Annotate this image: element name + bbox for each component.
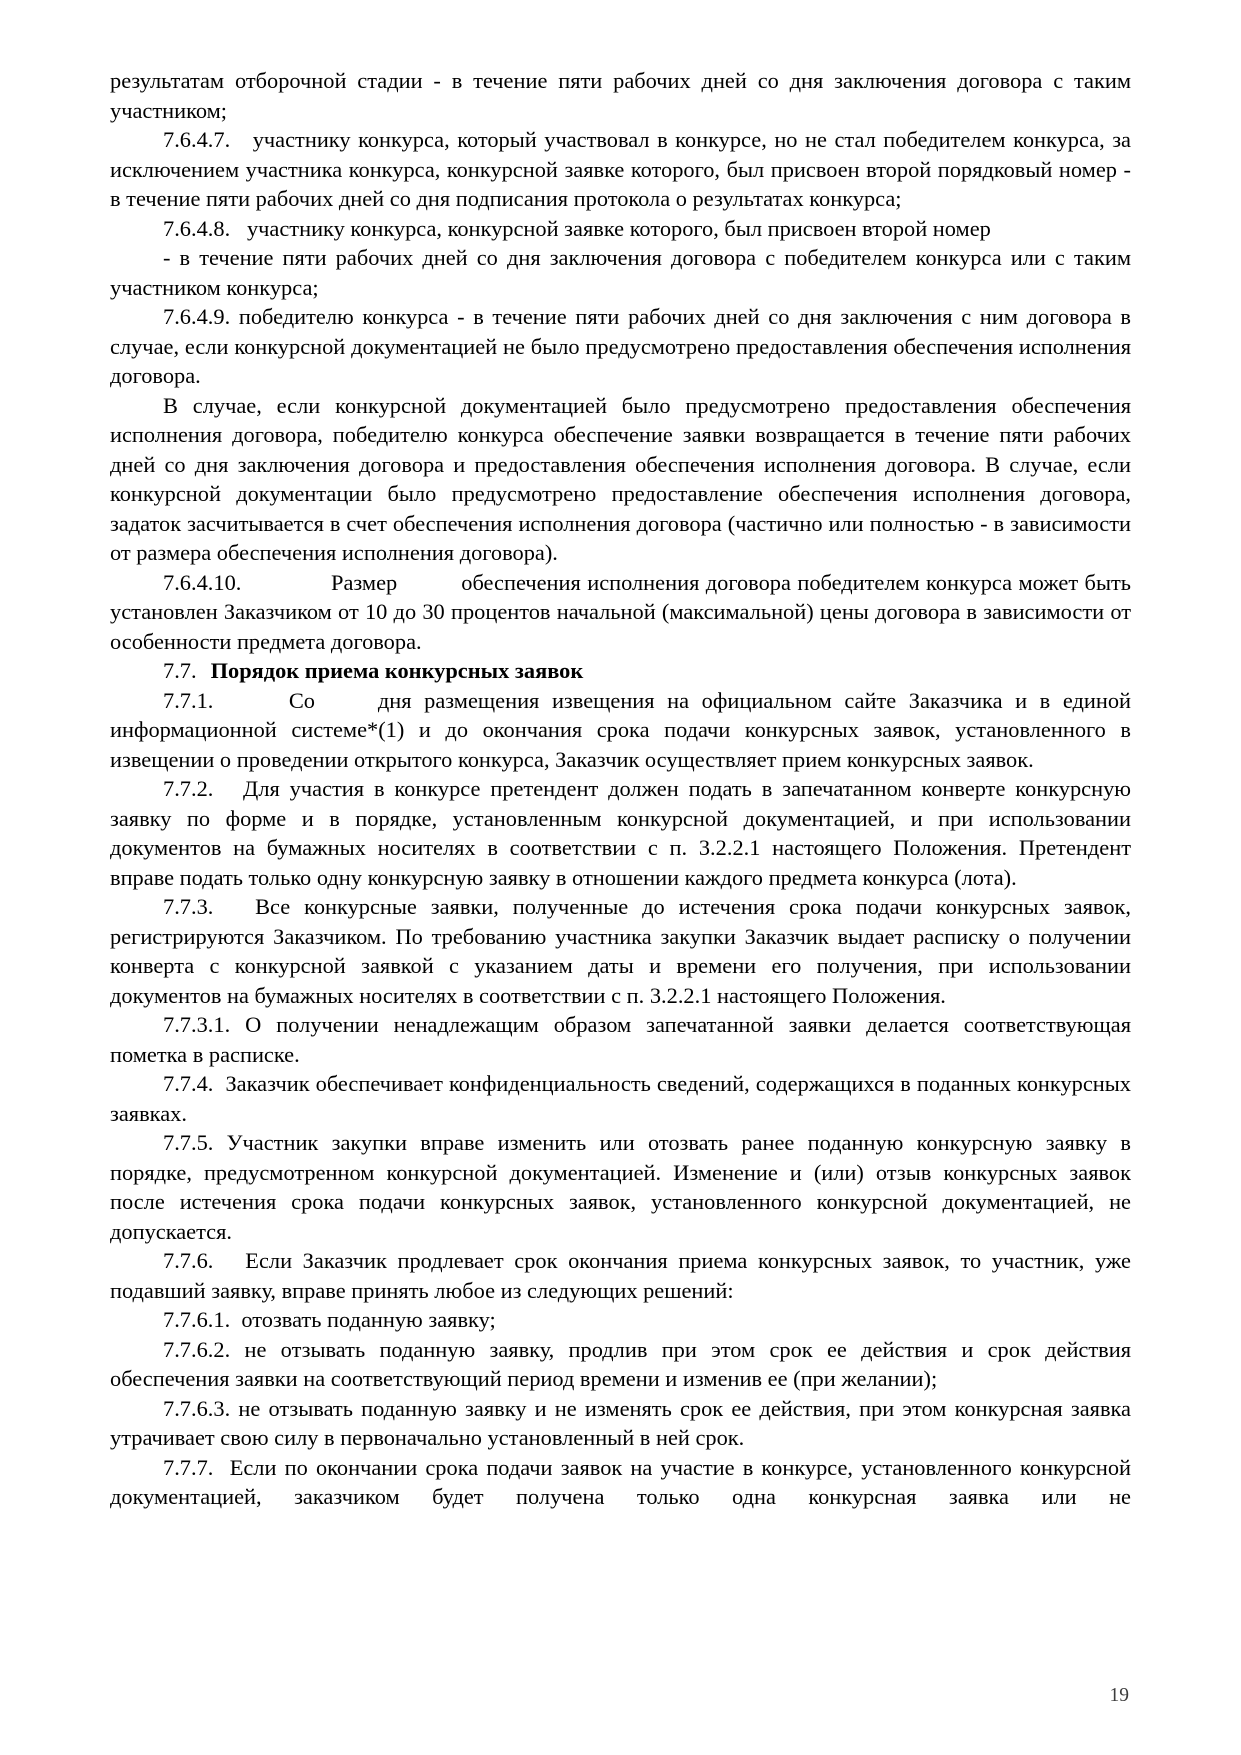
paragraph-7-7-3: 7.7.3. Все конкурсные заявки, полученные до истечения срока подачи конкурсных заявок, регистрируются Заказчиком. По требованию участника закупки Заказчик выдает расписку о получении конверта с конкурсной заявкой с указанием даты и времени его получения, при использовании документов на бумажных носителях в соответствии с п. 3.2.2.1 настоящего Положения. bbox=[110, 894, 1137, 1008]
paragraph-7-6-4-10: 7.6.4.10. Размер обеспечения исполнения договора победителем конкурса может быть установлен Заказчиком от 10 до 30 процентов начальной (максимальной) цены договора в зависимости от особенности предмета договора. bbox=[110, 569, 1137, 654]
paragraph-7-7-7: 7.7.7. Если по окончании срока подачи заявок на участие в конкурсе, установленного конкурсной документацией, заказчиком будет получена только одна конкурсная заявка или не bbox=[110, 1454, 1137, 1509]
paragraph-7-6-4-9: 7.6.4.9. победителю конкурса - в течение пяти рабочих дней со дня заключения с ним договора в случае, если конкурсной документацией не было предусмотрено предоставления обеспечения исполнения договора. bbox=[110, 304, 1137, 388]
paragraph-7-7-4: 7.7.4. Заказчик обеспечивает конфиденциальность сведений, содержащихся в поданных конкурсных заявках. bbox=[110, 1071, 1137, 1126]
paragraph-7-7-6-3: 7.7.6.3. не отзывать поданную заявку и не изменять срок ее действия, при этом конкурсная заявка утрачивает свою силу в первоначально установленный в ней срок. bbox=[110, 1395, 1137, 1450]
paragraph-7-6-4-8: 7.6.4.8. участнику конкурса, конкурсной заявке которого, был присвоен второй номер bbox=[163, 215, 991, 241]
section-heading-number: 7.7. bbox=[163, 658, 197, 683]
paragraph-7-6-4-8-continuation: - в течение пяти рабочих дней со дня заключения договора с победителем конкурса или с таким участником конкурса; bbox=[110, 245, 1137, 300]
paragraph-7-6-4-7: 7.6.4.7. участнику конкурса, который участвовал в конкурсе, но не стал победителем конкурса, за исключением участника конкурса, конкурсной заявке которого, был присвоен второй порядковый номер - в течение пяти рабочих дней со дня подписания протокола о результатах конкурса; bbox=[110, 127, 1137, 211]
page-number: 19 bbox=[1109, 1685, 1129, 1706]
document-body bbox=[110, 66, 1137, 1512]
paragraph-7-7-5: 7.7.5. Участник закупки вправе изменить или отозвать ранее поданную конкурсную заявку в порядке, предусмотренном конкурсной документацией. Изменение и (или) отзыв конкурсных заявок после истечения срока подачи конкурсных заявок, установленного конкурсной документацией, не допускается. bbox=[110, 1130, 1137, 1244]
paragraph-7-7-6-1: 7.7.6.1. отозвать поданную заявку; bbox=[163, 1307, 496, 1332]
paragraph-7-7-2: 7.7.2. Для участия в конкурсе претендент должен подать в запечатанном конверте конкурсную заявку по форме и в порядке, установленным конкурсной документацией, и при использовании документов на бумажных носителях в соответствии с п. 3.2.2.1 настоящего Положения. Претендент вправе подать только одну конкурсную заявку в отношении каждого предмета конкурса (лота). bbox=[110, 776, 1137, 890]
paragraph-security-return: В случае, если конкурсной документацией было предусмотрено предоставления обеспечения исполнения договора, победителю конкурса обеспечение заявки возвращается в течение пяти рабочих дней со дня заключения договора и предоставления обеспечения исполнения договора. В случае, если конкурсной документации было предусмотрено предоставление обеспечения исполнения договора, задаток засчитывается в счет обеспечения исполнения договора (частично или полностью - в зависимости от размера обеспечения исполнения договора). bbox=[110, 392, 1137, 565]
paragraph-7-7-6-2: 7.7.6.2. не отзывать поданную заявку, продлив при этом срок ее действия и срок действия обеспечения заявки на соответствующий период времени и изменив ее (при желании); bbox=[110, 1336, 1137, 1391]
paragraph-7-7-6: 7.7.6. Если Заказчик продлевает срок окончания приема конкурсных заявок, то участник, уже подавший заявку, вправе принять любое из следующих решений: bbox=[110, 1248, 1137, 1303]
section-heading-title: Порядок приема конкурсных заявок bbox=[210, 658, 584, 683]
paragraph-7-6-4-6-continuation: результатам отборочной стадии - в течение пяти рабочих дней со дня заключения договора с таким участником; bbox=[110, 68, 1137, 123]
paragraph-7-7-3-1: 7.7.3.1. О получении ненадлежащим образом запечатанной заявки делается соответствующая пометка в расписке. bbox=[110, 1012, 1137, 1067]
section-heading-7-7 bbox=[110, 656, 1131, 686]
paragraph-7-7-1: 7.7.1. Со дня размещения извещения на официальном сайте Заказчика и в единой информационной системе*(1) и до окончания срока подачи конкурсных заявок, установленного в извещении о проведении открытого конкурса, Заказчик осуществляет прием конкурсных заявок. bbox=[110, 687, 1137, 772]
